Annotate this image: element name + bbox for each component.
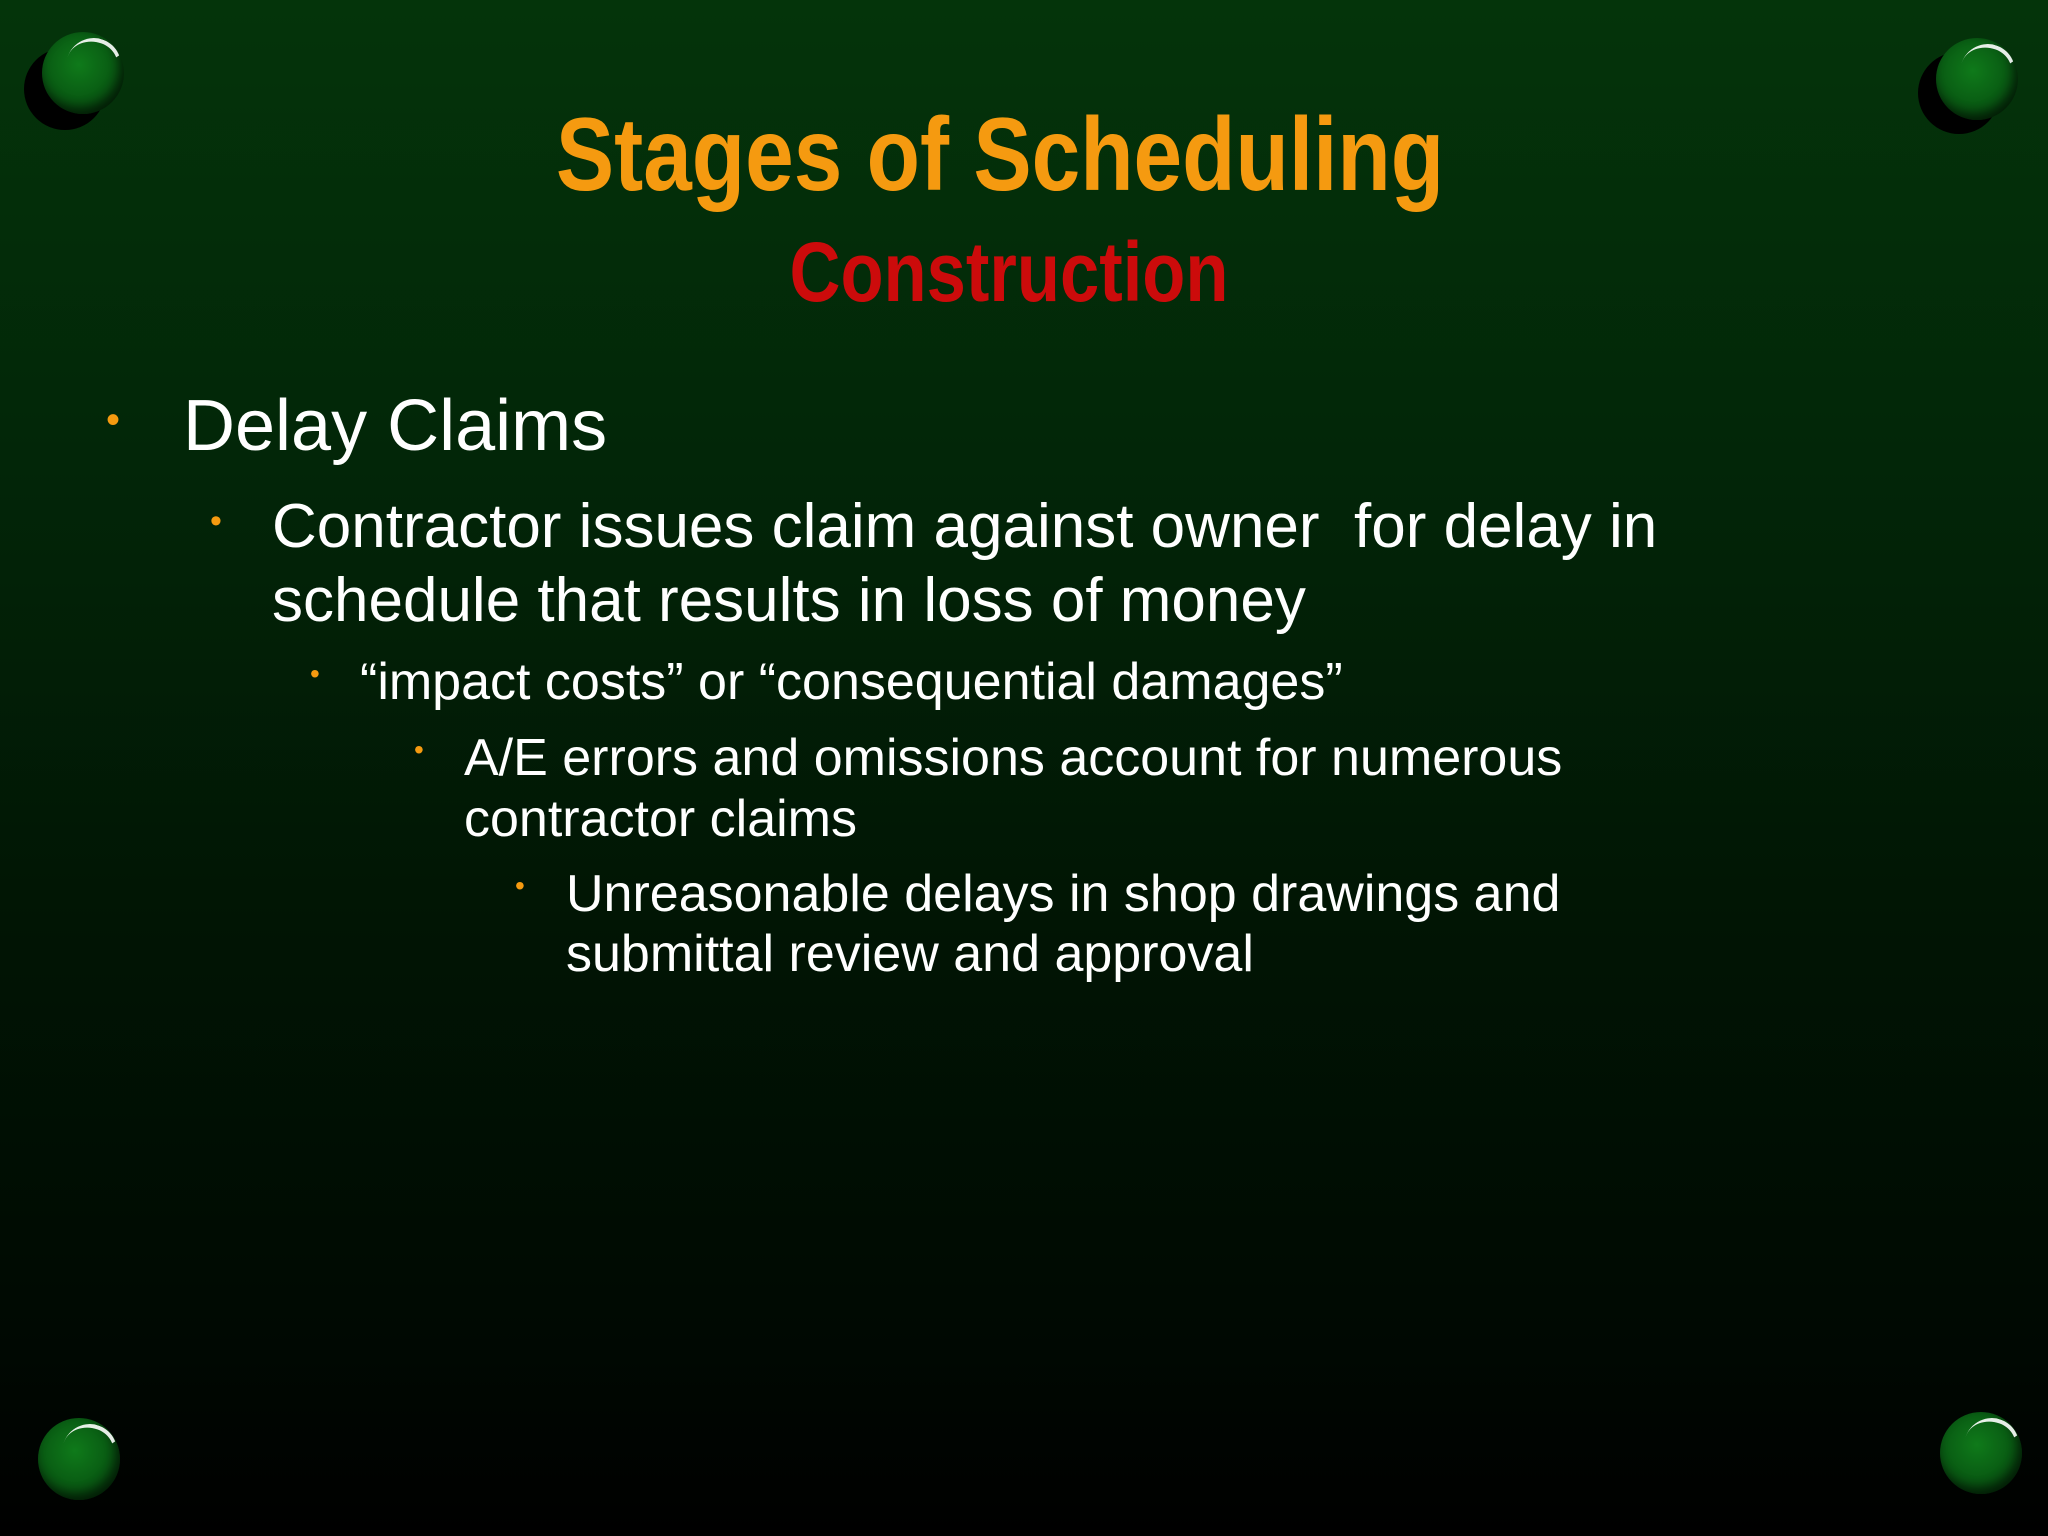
bullet-level-2	[272, 490, 1657, 638]
bullet-line: schedule that results in loss of money	[272, 566, 1306, 635]
bullet-line: “impact costs” or “consequential damages”	[360, 653, 1343, 711]
bullet-icon: •	[515, 870, 525, 901]
pushpin-icon-bottom-right	[1940, 1412, 2026, 1498]
bullet-line: Unreasonable delays in shop drawings and	[566, 865, 1561, 923]
slide-title: Stages of Scheduling	[555, 97, 1445, 213]
bullet-icon: •	[210, 502, 222, 540]
bullet-line: submittal review and approval	[566, 925, 1254, 983]
bullet-line: Delay Claims	[183, 386, 608, 466]
bullet-level-3	[360, 652, 1343, 712]
bullet-line: contractor claims	[464, 790, 857, 848]
pushpin-icon-top-left	[24, 32, 110, 118]
bullet-line: A/E errors and omissions account for numerous	[464, 729, 1563, 787]
bullet-line: Contractor issues claim against owner for delay in	[272, 492, 1658, 561]
bullet-level-1	[183, 385, 607, 467]
bullet-icon: •	[414, 734, 424, 765]
bullet-icon: •	[310, 658, 320, 689]
pushpin-icon-bottom-left	[38, 1418, 124, 1504]
slide-subtitle: Construction	[789, 225, 1229, 319]
bullet-icon: •	[106, 398, 121, 442]
bullet-level-4	[464, 728, 1562, 850]
bullet-level-5	[566, 864, 1560, 984]
pushpin-icon-top-right	[1918, 38, 2004, 124]
